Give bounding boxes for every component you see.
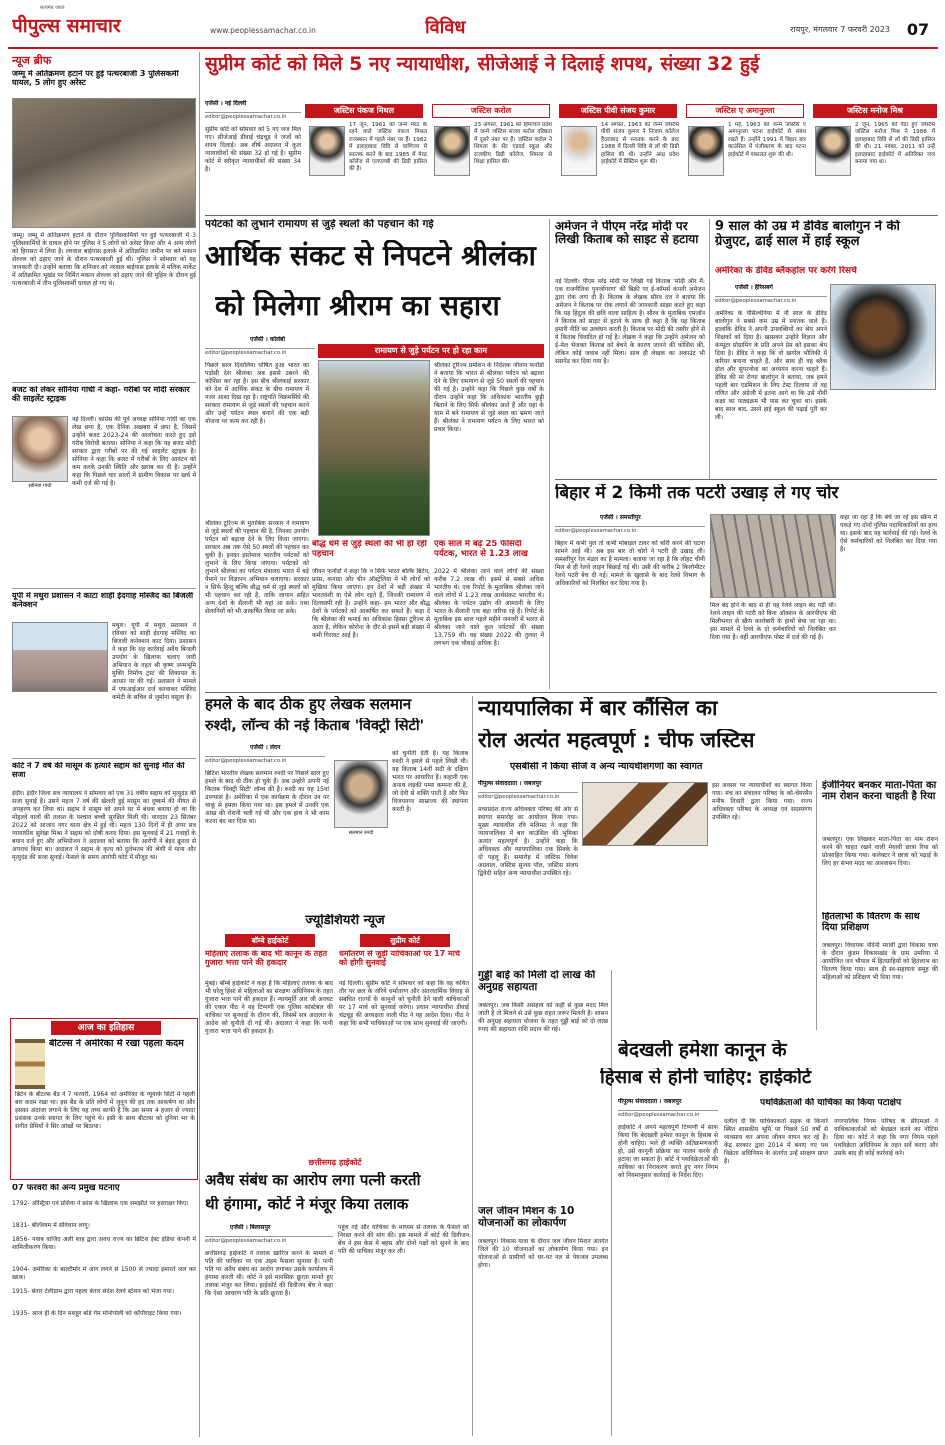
amazon-body: नई दिल्ली। पीएम नरेंद्र मोदी पर लिखी गई किताब 'मोदी और मैं: एक राजनीतिक पुनर्जागरण' की बिक्री पर ई-कॉमर्स कंपनी अमेजन द्वारा रोक लगा दी है। किताब के लेखक सौरव दत्त ने बताया कि अमेजन ने किताब पर रोक लगाने की जानकारी साझा करते हुए कहा कि यह हिंदुत्व की छवि वाला साहित्य है। सौरव के मुताबिक एमज़ॉन ने किताब को साइट से हटाने के साथ ही कहा है कि यह किताब हमारी नीति का उल्लंघन करती है। किताब पर मोदी की तस्वीर होने से ये किताब विवादित हो गई है। लेखक ने कहा कि उन्होंने अमेजन को ई-मेल भेजकर किताब को बेचने के कारण जानने की कोशिश की, लेकिन कोई जवाब नहीं मिला। साथ ही लेखक का अकाउंट भी ससपेंड कर दिया गया है। [555, 278, 705, 366]
supreme-byline: एजेंसी । नई दिल्ली [205, 100, 247, 107]
page-number: 07 [906, 20, 930, 39]
left-court-headline: महिलाएं तलाक के बाद भी कानून के तहत गुजारा भत्ता पाने की हकदार [205, 950, 328, 967]
eviction-headline-1: बेदखली हमेशा कानून के [618, 1040, 787, 1061]
history-event: 1915- बेतार टेलीग्राम द्वारा पहला बेतार संदेश रेलवे स्टेशन को भेजा गया। [12, 1288, 175, 1295]
chh-email[interactable]: editor@peoplessamachar.co.in [205, 1236, 333, 1246]
bihar-body-2: मिल बंद होने के बाद से ही यह रेलवे लाइन बंद पड़ी थी। रेलवे लाइन की पटरी को बिना ऑक्शन के आरपीएफ की मिलीभगत से स्क्रैप कारोबारी के हाथों बेचा जा रहा था। इस मामले में रेलवे के दो कर्मचारियों को निलंबित कर दिया गया है। वहीं आरपीएफ पोस्ट में दर्ज की गई है। [710, 602, 836, 642]
left-court-body: मुंबई। बॉम्बे हाईकोर्ट ने कहा है कि महिलाएं तलाक के बाद भी घरेलू हिंसा से महिलाओं का संरक्षण अधिनियम के तहत गुजारा भत्ता पाने की हकदार हैं। न्यायमूर्ति आर जी अवचट की एकल पीठ ने यह टिप्पणी एक पुलिस कांस्टेबल की याचिका पर सुनवाई के दौरान की, जिसमें सत्र अदालत के आदेश को चुनौती दी गई थी। अदालत ने कहा कि पत्नी गुजारा भत्ता पाने की हकदार है। [205, 980, 333, 1036]
chh-headline-2: थी हंगामा, कोर्ट ने मंजूर किया तलाक [205, 1196, 409, 1213]
sonia-gandhi-photo [12, 416, 68, 482]
judge-photo [561, 126, 597, 176]
judge-name: जस्टिस करोल [432, 104, 550, 118]
brief-4-headline: कोर्ट ने 7 वर्ष की मासूम के हत्यारे सद्दाम को सुनाई मौत की सजा [12, 762, 185, 779]
railway-track-photo [710, 514, 836, 598]
masthead-url[interactable]: www.peoplessamachar.co.in [210, 26, 316, 35]
history-box [10, 1018, 198, 1180]
eviction-body-2: दलील दी कि याचिकाकर्ता सड़क के किनारे स्थित शासकीय भूमि पर पिछले 50 वर्षों से व्यवसाय कर अपना जीवन यापन कर रहे हैं। केंद्र सरकार द्वारा 2014 में बनाए गए पथ विक्रेता अधिनियम के अंतर्गत उन्हें संरक्षण प्राप्त है। [724, 1118, 828, 1166]
lanka-byline: एजेंसी । कोलंबो [250, 336, 286, 343]
lanka-headline-1: आर्थिक संकट से निपटने श्रीलंका [205, 240, 536, 272]
lanka-email[interactable]: editor@peoplessamachar.co.in [205, 348, 315, 358]
brief-4-body: इंदौर। इंदौर जिला सत्र न्यायालय ने सोमवार को एक 31 वर्षीय सद्दाम को मृत्युदंड की सजा सुनाई है। उसने महज 7 वर्ष की खेलती हुई मासूम का दुष्कर्म की नीयत से अपहरण कर लिया था। सद्दाम ने मासूम को अपने घर में बंधक बनाया हो था कि मोहल्ले वालों की तलाश के पश्चात बच्ची सुरक्षित मिली थी। वारदात 23 सितंबर 2022 को आजाद नगर थाना क्षेत्र में हुई थी। महज 130 दिनों में ही अपर सत्र न्यायाधीश सुरेखा मिश्रा ने सद्दाम को दोषी करार दिया। इस सुनवाई में 21 गवाहों के बयान दर्ज हुए और अभियोजन ने अदालत को बताया कि आरोपी ने बेहद क्रूरता से अपराध किया था। अदालत ने सद्दाम के कृत्य को दुर्लभतम की श्रेणी में माना और मृत्युदंड की सजा सुनाई। फैसले के समय आरोपी कोर्ट में मौजूद था। [12, 790, 196, 862]
jal-body: जबलपुर। विकास यात्रा के दौरान जल जीवन मिशन अंतर्गत जिले की 10 योजनाओं का लोकार्पण किया गया। इन योजनाओं से ग्रामीणों को घर-घर नल से पेयजल उपलब्ध होगा। [478, 1238, 608, 1270]
history-event: 1831- बेल्जियम में संविधान लागू। [12, 1222, 90, 1229]
riya-body: जबलपुर। एक लिखकर माता-पिता का नाम रोशन करने की चाहत रखने वाली मेधावी छात्रा रिया को प्रोत्साहित किया गया। कलेक्टर ने छात्रा को पढ़ाई के लिए हर संभव मदद का आश्वासन दिया। [822, 836, 938, 868]
judiciary-sub: एसबीसी ने किया सीजे व अन्य न्यायधीशगणों का स्वागत [510, 762, 703, 772]
eviction-body: हाईकोर्ट ने अपने महत्वपूर्ण टिप्पणी में साफ किया कि बेदखली हमेशा कानून के हिसाब से होनी चाहिए। भले ही व्यक्ति अतिक्रमणकारी हो, उसे कानूनी प्रक्रिया का पालन करके ही हटाया जा सकता है। कोर्ट ने पथविक्रेताओं की याचिका का निराकरण करते हुए नगर निगम को नियमानुसार कार्रवाई के निर्देश दिए। [618, 1124, 718, 1180]
history-events-label: 07 फरवरी की अन्य प्रमुख घटनाएं [12, 1184, 120, 1193]
judiciary-news-label: ज्यूडिशियरी न्यूज [305, 914, 385, 928]
david-headline: 9 साल की उम्र में डेविड बालोगुन ने की ग्रेजुएट, ढाई साल में हाई स्कूल [715, 220, 900, 249]
left-court-tag: बॉम्बे हाईकोर्ट [225, 934, 315, 947]
judge-name: जस्टिस मनोज मिश्र [813, 104, 937, 118]
judiciary-body-2: इस अवसर पर न्यायाधीशों का स्वागत किया गया। मंच का संचालन परिषद के को-चेयरमैन मनीष तिवारी द्वारा किया गया। राज्य अधिवक्ता परिषद के अध्यक्ष एवं सदस्यगण उपस्थित रहे। [712, 782, 812, 822]
bihar-headline: बिहार में 2 किमी तक पटरी उखाड़ ले गए चोर [555, 484, 839, 503]
brief-1-headline: जम्मू में अतिक्रमण हटाने पर हुई पत्थरबाजी 3 पुलिसकर्मी घायल, 5 लोग हुए अरेस्ट [12, 70, 179, 87]
judiciary-byline: पीपुल्स संवाददाता । जबलपुर [478, 780, 542, 787]
judge-photo [815, 126, 851, 176]
bihar-byline: एजेंसी । समस्तीपुर [600, 514, 641, 521]
david-byline: एजेंसी । हैरिसबर्ग [735, 284, 773, 291]
salman-rushdie-photo [334, 760, 388, 828]
lanka-sub-2: एक साल में बढ़े 25 फीसदी पर्यटक, भारत से 1.23 लाख [434, 540, 528, 559]
brief-3-body: मथुरा। यूपी में मथुरा प्रशासन ने रविवार को शाही ईदगाह मस्जिद का बिजली कनेक्शन काट दिया। प्रशासन ने कहा कि यह कार्रवाई अवैध बिजली उपयोग के खिलाफ चलाए जारी अभियान के तहत श्री कृष्ण जन्मभूमि मुक्ति निर्माण ट्रस्ट की शिकायत के आधार पर की गई। प्रशासन ने मामले में एफआईआर दर्ज करवाकर मस्जिद कमेटी के सचिव से जुर्माना वसूला है। [112, 622, 196, 702]
riya-headline: इंजीनियर बनकर माता-पिता का नाम रोशन करना चाहती है रिया [822, 780, 937, 803]
chh-body-2: पहुंच गई और याचिका के माध्यम से तलाक के फैसले को निरस्त करने की मांग की। इस मामले में कोर्ट की डिवीजन बेंच ने इस केस में बहस और दोनों पक्षों को सुनने के बाद पति की याचिका मंजूर कर ली। [338, 1224, 469, 1256]
judiciary-email[interactable]: editor@peoplessamachar.co.in [478, 792, 578, 802]
eviction-body-3: नगरपालिक निगम परिषद के सीएमओ ने याचिकाकर्ताओं को बेदखल करने का नोटिस दिया था। कोर्ट ने कहा कि नगर निगम पहले पथविक्रेता अधिनियम के तहत सर्वे कराए और उसके बाद ही कोई कार्रवाई करे। [834, 1118, 938, 1158]
eviction-email[interactable]: editor@peoplessamachar.co.in [618, 1110, 718, 1120]
lanka-body-1: पिछले साल दिवालिया घोषित हुआ भारत का पड़ोसी देश श्रीलंका अब इससे उबरने की कोशिश कर रहा है। इस बीच श्रीलंकाई सरकार को देश में आर्थिक संकट के बीच रामायण में नजर आशा दिख रहा है। राष्ट्रपति विक्रमसिंघे की सरकार रामायण से जुड़े स्थलों की पहचान करने और उन्हें पर्यटन स्थल बनाने की एक बड़ी योजना पर काम कर रही है। [205, 362, 309, 426]
masthead [0, 0, 945, 48]
gudi-body: जबलपुर। जब किसी असहाय को कहीं से कुछ मदद मिल जाती है तो मिलने से उसे कुछ राहत जरूर मिलती है। शासन की अनुग्रह सहायता योजना के तहत गुड्डी बाई को दो लाख रुपए की सहायता राशि प्रदान की गई। [478, 1002, 608, 1034]
history-event: 1856- नवाब वाजिद अली शाह द्वारा अवध राज्य का ब्रिटिश ईस्ट इंडिया कंपनी में शामिलीकरण किया। [12, 1236, 196, 1252]
chh-tag: छत्तीसगढ़ हाईकोर्ट [308, 1158, 362, 1167]
lanka-body-2-text: श्रीलंका टूरिज्म के मुताबिक सरकार ने रामायण से जुड़े स्थलों की पहचान की है, जिनका उपयोग पर्यटन को बढ़ावा देने के लिए किया जाएगा। सरकार अब तक ऐसे 50 स्थलों की पहचान कर चुकी है। इनका इस्तेमाल भारतीय पर्यटकों को लुभाने के लिए किया जाएगा। पर्यटकों को लुभाने श्रीलंका का पर्यटन मंत्रालय भारत में बड़े पैमाने पर विज्ञापन अभियान चलाएगा। सरकार न सिर्फ हिन्दू बल्कि बौद्ध धर्म से जुड़े स्थलों को भी पहचान कर रही है, ताकि जापान सहित अन्य देशों के सैलानी भी यहां आ सकें। तथा सेलानियों को भी आकर्षित किया जा सके। [205, 520, 309, 616]
rushdie-headline-2: रुश्दी, लॉन्च की नई किताब 'विक्ट्री सिटी' [205, 718, 425, 734]
amazon-headline: अमेजन ने पीएम नरेंद्र मोदी पर लिखी किताब को साइट से हटाया [555, 220, 699, 247]
david-sub: अमेरिका के डेविड ब्लैकहोल पर करेंगे रिसर्च [715, 266, 857, 276]
rushdie-headline-1: हमले के बाद ठीक हुए लेखक सलमान [205, 696, 412, 713]
lanka-headline-2: को मिलेगा श्रीराम का सहारा [215, 290, 500, 322]
rushdie-byline: एजेंसी । लंदन [250, 744, 281, 751]
judge-photo [309, 126, 345, 176]
chh-byline: एजेंसी । बिलासपुर [230, 1224, 271, 1231]
gavel-photo [582, 782, 708, 846]
judge-bio: 1 मई, 1963 को जन्मे जस्टिस ए अमानुल्ला पटना हाईकोर्ट से संबंध रखते हैं। उन्होंने 1991 में बिहार बार काउंसिल में पंजीकरण के बाद पटना हाईकोर्ट में वकालत शुरू की थी। [728, 122, 806, 158]
rushdie-body: ब्रिटिश भारतीय लेखक सलमान रुश्दी पर पिछले साल हुए हमले के बाद वो ठीक हो चुके हैं। अब उन्होंने अपनी नई किताब 'विक्ट्री सिटी' लॉन्च की है। रुश्दी का यह 15वां उपन्यास है। अमेरिका में एक कार्यक्रम के दौरान उन पर चाकू से हमला किया गया था। इस हमले में उनकी एक आंख की रोशनी चली गई थी और एक हाथ ने भी काम करना बंद कर दिया था। [205, 770, 329, 826]
judge-name: जस्टिस ए अमानुल्ला [686, 104, 804, 118]
history-event: 1904- अमेरिका के बाल्टीमोर में आग लगने से 1500 से ज्यादा इमारतें जल कर खाक। [12, 1266, 196, 1282]
right-court-headline: धर्मांतरण से जुड़ी याचिकाओं पर 17 मार्च को होगी सुनवाई [339, 950, 460, 967]
dateline: रायपुर, मंगलवार 7 फरवरी 2023 [790, 25, 890, 34]
supreme-body: सुप्रीम कोर्ट को सोमवार को 5 नए जज मिल गए। सीजेआई डीवाई चंद्रचूड़ ने जजों को शपथ दिलाई। अब शीर्ष अदालत में कुल न्यायाधीशों की संख्या 32 हो गई है। सुप्रीम कोर्ट में स्वीकृत न्यायाधीशों की संख्या 34 है। [205, 126, 301, 174]
bihar-body-3: कहा जा रहा है कि बेचे जा रहे इस स्क्रैप में पकड़े गए दोनों पुलिस पदाधिकारियों का हाथ था। इसके बाद यह कार्रवाई की गई। रेलवे के ऐसे कर्मचारियों को निलंबित कर दिया गया है। [840, 514, 937, 554]
masthead-rule [8, 47, 938, 49]
history-headline: बीटल्स ने अमेरिका में रखा पहला कदम [49, 1039, 184, 1049]
lanka-body-3: श्रीलंका टूरिज्म प्रमोशन के निदेशक जीवान फर्नांडो ने बताया कि भारत से श्रीलंका पर्यटन को बढ़ावा देने के लिए रामायण से जुड़े 50 स्थलों की पहचान की गई है। उन्होंने कहा कि पिछले कुछ वर्षों के दौरान उन्होंने कहा कि अधिकांश भारतीय छुट्टी बिताने के लिए सिर्फ श्रीलंका आते हैं और यहां के धाम में बने रामायण से जुड़े स्थल का भ्रमण जाते हैं। श्रीलंका ने रामायण पर्यटन के लिए भारत को प्रचार किया। [434, 362, 544, 434]
lanka-sub-1-body: जीवन फर्नांडो ने कहा कि न सिर्फ भारत बल्कि ब्रिटेन, फ्रांस, कनाडा और चीन ऑस्ट्रेलिया में भी लोगों को मुखिया किया जाएगा। इन देशों में बड़ी संख्या में भारतवंशी या ऐसे लोग रहते हैं, जिनकी रामायण में दिलचस्पी रही है। उन्होंने कहा- हम भारत और बौद्ध देशों के पर्यटकों को आकर्षित कर सकते हैं। कहा दें कि श्रीलंका की कमाई का अधिकांश हिस्सा टूरिज्म से आता है, लेकिन कोरोना के दौर से इसमें बड़ी संख्या में कमी गिरावट आई है। [312, 568, 430, 640]
masthead-logo: पीपुल्स समाचार [12, 15, 121, 37]
david-body: अमेरिका के पेंसिल्वेनिया में नौ साल के डेविड बालोगुन ने सबसे कम उम्र में स्नातक वाले हैं। हालांकि डेविड ने अपनी उपलब्धियों का श्रेय अपने शिक्षकों को दिया है। खासकर उन्होंने विज्ञान और कंप्यूटर प्रोग्रामिंग के प्रति अपने प्रेम को इसका श्रेय दिया है। डेविड ने कहा कि वो खगोल भौतिकी में करियर बनाना चाहते हैं, और साथ ही वह ब्लैक होल और सुपरनोवा का अध्ययन करना चाहते हैं। डेविड की मां रोन्या बालोगुन ने बताया, जब हमने पहली बार एडमिशन के लिए टेस्ट दिलाया तो वह गणित और अंग्रेजी में इतना आगे था कि उसे नौवीं कक्षा का पाठ्यक्रम भी पास कर चुका था। इसके बाद साल बाद, उसने हाई स्कूल की पढ़ाई पूरी कर ली। [715, 310, 827, 422]
bihar-body-1: बिहार में कभी पुल तो कभी मोबाइल टावर को चोरी करने की घटना सामने आई थी। अब इस बार तो चोरों ने पटरी ही उखाड़ ली। समस्तीपुर रेल मंडल का है मामला। बताया जा रहा है कि लोहट चीनी मिल से ही रेलवे लाइन बिछाई गई थी। उसी की करीब 2 किलोमीटर रेलवे पटरी बेच दी गई। मामले के खुलासे के बाद रेलवे विभाग के अधिकारियों को निलंबित कर दिया गया है। [555, 540, 705, 588]
rushdie-caption: सलमान रुश्दी [348, 830, 374, 836]
judge-bio: 14 अगस्त, 1963 को जन्मे जस्टिस पीवी संजय कुमार ने निजाम कॉलेज हैदराबाद से स्नातक करने के बाद 1988 में दिल्ली विवि से लॉ की डिग्री हासिल की थी। उन्होंने आंध्र प्रदेश हाईकोर्ट में प्रैक्टिस शुरू की। [601, 122, 679, 165]
judiciary-news-box [205, 912, 469, 1156]
brief-2-body-cont [12, 494, 196, 582]
judge-photo [688, 126, 724, 176]
judge-photo [434, 126, 470, 176]
brief-3-headline: यूपी में मथुरा प्रशासन ने काटा शाही ईदगाह मस्जिद का बिजली कनेक्शन [12, 592, 194, 609]
lanka-sub-1: बौद्ध धर्म से जुड़े स्थलों की भी हो रही पहचान [312, 540, 427, 559]
idgah-mosque-photo [12, 622, 108, 692]
rushdie-body-2: को चुनौती देती है। यह किताब रुश्दी ने हमले से पहले लिखी थी। यह किताब 14वीं सदी के दक्षिण भारत पर आधारित है। कहानी एक अनाथ लड़की पम्पा कम्पना की है, जो देवी से शक्ति पाती है और फिर विजयनगर साम्राज्य की स्थापना करती है। [392, 750, 468, 814]
news-brief-column [8, 52, 198, 1437]
brief-2-body: नई दिल्ली। कांग्रेस की पूर्व अध्यक्ष सोनिया गांधी का एक लेख छपा है, एक दैनिक अखबार में छपा है, जिसमें उन्होंने बजट 2023-24 की आलोचना करते हुए इसे गरीब विरोधी बताया। सोनिया ने कहा कि यह बजट मोदी सरकार द्वारा गरीबों पर की गई साइलेंट स्ट्राइक है। सोनिया ने कहा कि बजट में गरीबों के लिए आवंटन को कम करके उनकी स्थिति और खराब कर दी है। उन्होंने कहा कि पिछले चार सालों में ग्रामीण विकास पर खर्च में कमी दर्ज की गई है। [72, 416, 196, 488]
history-body: ब्रिटेन के बीटल्स बैंड ने 7 फरवरी, 1964 को अमेरिका के न्यूयार्क सिटी में पहली बार कदम रखा था। इस बैंड के प्रति लोगों में जुनून की हद तक आकर्षण था और इसका अंदाजा लगाने के लिए यह तथ्य काफी है कि उस समय 4 हजार से ज्यादा प्रशंसक उनके स्वागत के लिए पहुंचे थे। इसी के साथ बीटल्स को दुनिया भर के संगीत प्रेमियों ने सिर आंखों पर बिठाया। [15, 1091, 195, 1131]
jal-headline: जल जीवन मिशन के 10 योजनाओं का लोकार्पण [478, 1206, 575, 1229]
david-balogun-photo [830, 284, 936, 390]
history-event: 1935- आज ही के दिन मशहूर बोर्ड गेम मोनोपोली को कॉपीराइट किया गया। [12, 1310, 182, 1317]
supreme-email[interactable]: editor@peoplessamachar.co.in [205, 112, 301, 122]
judge-name: जस्टिस पंकज मिथल [305, 104, 423, 118]
history-label: आज का इतिहास [51, 1021, 161, 1035]
sonia-caption: सोनिया गांधी [28, 483, 52, 489]
supreme-headline: सुप्रीम कोर्ट को मिले 5 नए न्यायाधीश, सीजेआई ने दिलाई शपथ, संख्या 32 हुई [205, 54, 760, 75]
judge-name: जस्टिस पीवी संजय कुमार [559, 104, 677, 118]
stone-pelting-photo [12, 98, 196, 228]
judge-bio: 2 जून, 1965 को पैदा हुए जस्टिस जस्टिस मनोज मिश्र ने 1988 में इलाहाबाद विवि से लॉ की डिग्री हासिल की थी। 21 नवंबर, 2011 को उन्हें इलाहाबाद हाईकोर्ट में अतिरिक्त जज बनाया गया था। [855, 122, 935, 165]
masthead-tagline: सत्यमेव जयते [40, 5, 65, 11]
right-court-tag: सुप्रीम कोर्ट [360, 934, 450, 947]
eviction-headline-2: हिसाब से होनी चाहिए: हाईकोर्ट [600, 1068, 812, 1088]
david-email[interactable]: editor@peoplessamachar.co.in [715, 296, 827, 306]
history-event: 1792- ऑस्ट्रिया एवं प्रशिया ने फ्रांस के खिलाफ एक समझौते पर हस्ताक्षर किए। [12, 1200, 189, 1207]
lanka-photo-caption: रामायण से जुड़े पर्यटन पर हो रहा काम [318, 344, 544, 358]
brief-2-headline: बजट को लेकर सोनिया गांधी ने कहा- गरीबों पर मोदी सरकार की साइलेंट स्ट्राइक [12, 386, 190, 403]
judiciary-headline-2: रोल अत्यंत महत्वपूर्ण : चीफ जस्टिस [478, 729, 755, 752]
judiciary-headline-1: न्यायपालिका में बार कौंसिल का [478, 697, 718, 720]
judges-strip [305, 104, 938, 214]
judge-bio: 17 जून, 1961 को जन्मे मेरठ के रहने वाले जस्टिस पंकज मिथल राजस्थान में पहले नंबर पर हैं। 1982 में इलाहाबाद विवि से वाणिज्य में स्नातक करने के बाद 1985 में मेरठ कॉलेज से एलएलबी की डिग्री हासिल की है। [349, 122, 427, 173]
eviction-byline: पीपुल्स संवाददाता । जबलपुर [618, 1098, 682, 1105]
lanka-sub-2-body: 2022 में श्रीलंका जाने वाले लोगों की संख्या करीब 7.2 लाख थी। इसमें से सबसे अधिक भारतीय थे। एक रिपोर्ट के मुताबिक श्रीलंका जाने वाले लोगों में 1.23 लाख आर्थसंकट भारतीय थे। श्रीलंका के पर्यटन उद्योग की आमदनी के लिए भारत के सैलानी एक बड़ा जरिया रहे हैं। रिपोर्ट के मुताबिक इस साल पहले महीने जनवरी में भारत से श्रीलंका जाने वाले कुल पर्यटकों की संख्या 13,759 थी। यह संख्या 2022 की तुलना में लगभग एक चौथाई अधिक है। [434, 568, 544, 648]
judiciary-body: मध्यप्रदेश राज्य अधिवक्ता परिषद की ओर से स्वागत समारोह का आयोजन किया गया। मुख्य न्यायाधीश रवि मलिमठ ने कहा कि न्यायपालिका में बार काउंसिल की भूमिका अत्यंत महत्वपूर्ण है। उन्होंने कहा कि अधिवक्ता और न्यायपालिका एक सिक्के के दो पहलू हैं। समारोह में जस्टिस विवेक अग्रवाल, जस्टिस सुजय पॉल, जस्टिस संजय द्विवेदी सहित अन्य न्यायाधीश उपस्थित रहे। [478, 806, 578, 878]
welfare-headline: हितलाभों के वितरण के साथ दिया प्रशिक्षण [822, 912, 920, 933]
brief-1-body: जम्मू। जम्मू में अतिक्रमण हटाने के दौरान पुलिसकर्मियों पर हुई पत्थरबाजी में 3 पुलिसकर्मियों के घायल होने पर पुलिस ने 5 लोगों को अरेस्ट किया और 4 अन्य लोगों को हिरासत में लिया है। लरवाल बाईपास इलाके में अतिक्रमित जमीन पर बने मकान शेरुल्ल को ढहाए जाने के दौरान पत्थरबाजी हुई थी। पुलिस ने सोमवार को यह जानकारी दी। उन्होंने बताया कि शनिवार को नरवाल बाईपास इलाके में मलिक मार्केट में अतिक्रमित भूखंड पर निर्मित मकान शेरुल्ल को ढहाए जाने की मुहिम के दौरान हुई पत्थरबाजी में तीन पुलिसकर्मी घायल हो गए थे। [12, 232, 196, 288]
right-court-body: नई दिल्ली। सुप्रीम कोर्ट ने सोमवार को कहा कि वह कथित तौर पर छल के जरिये धर्मांतरण और अंतरधार्मिक विवाह से संबंधित राज्यों के कानूनों को चुनौती देने वाली याचिकाओं पर 17 मार्च को सुनवाई करेगा। प्रधान न्यायाधीश डीवाई चंद्रचूड़ की अध्यक्षता वाली पीठ ने यह आदेश दिया। पीठ ने कहा कि सभी याचिकाओं पर एक साथ सुनवाई की जाएगी। [339, 980, 469, 1028]
eviction-sub: पथविक्रेताओं की याचिका का किया पटाक्षेप [760, 1098, 902, 1108]
bihar-email[interactable]: editor@peoplessamachar.co.in [555, 526, 705, 536]
section-name: विविध [425, 17, 466, 38]
chh-headline-1: अवैध संबंध का आरोप लगा पत्नी करती [205, 1172, 421, 1189]
chh-body: छत्तीसगढ़ हाईकोर्ट ने तलाक खारिज करने के मामले में पति की याचिका पर एक अहम फैसला सुनाया है। पत्नी पति पर अवैध संबंध का आरोप लगाकर उसके कार्यालय में हंगामा करती थी। कोर्ट ने इसे मानसिक क्रूरता मानते हुए तलाक मंजूर कर लिया। हाईकोर्ट की डिवीजन बेंच ने कहा कि ऐसा आचरण पति के प्रति क्रूरता है। [205, 1250, 333, 1298]
rushdie-email[interactable]: editor@peoplessamachar.co.in [205, 756, 325, 766]
hourglass-icon [15, 1039, 45, 1089]
sigiriya-rock-photo [318, 360, 430, 536]
gudi-headline: गुड्डी बाई को मिली दो लाख की अनुग्रह सहायता [478, 970, 596, 993]
lanka-kicker: पर्यटकों को लुभाने रामायण से जुड़े स्थलों की पहचान की गई [205, 219, 434, 230]
welfare-body: जबलपुर। विधायक नंदिनी मरावी द्वारा विकास यात्रा के दौरान कुंडम विकासखंड के ग्राम उमरिया में आयोजित जन चौपाल में हितग्राहियों को हितलाभ का वितरण किया गया। साथ ही स्व-सहायता समूह की महिलाओं को प्रशिक्षण भी दिया गया। [822, 942, 938, 982]
news-brief-label: न्यूज ब्रीफ [12, 54, 52, 67]
judge-bio: 23 अगस्त, 1961 को हिमाचल प्रदेश में जन्मे जस्टिस संजय करोल वरिष्ठता में दूसरे नंबर पर हैं। जस्टिस करोल ने शिमला के सेंट एडवर्ड स्कूल और राजकीय डिग्री कॉलेज, शिमला से शिक्षा हासिल की। [474, 122, 552, 165]
